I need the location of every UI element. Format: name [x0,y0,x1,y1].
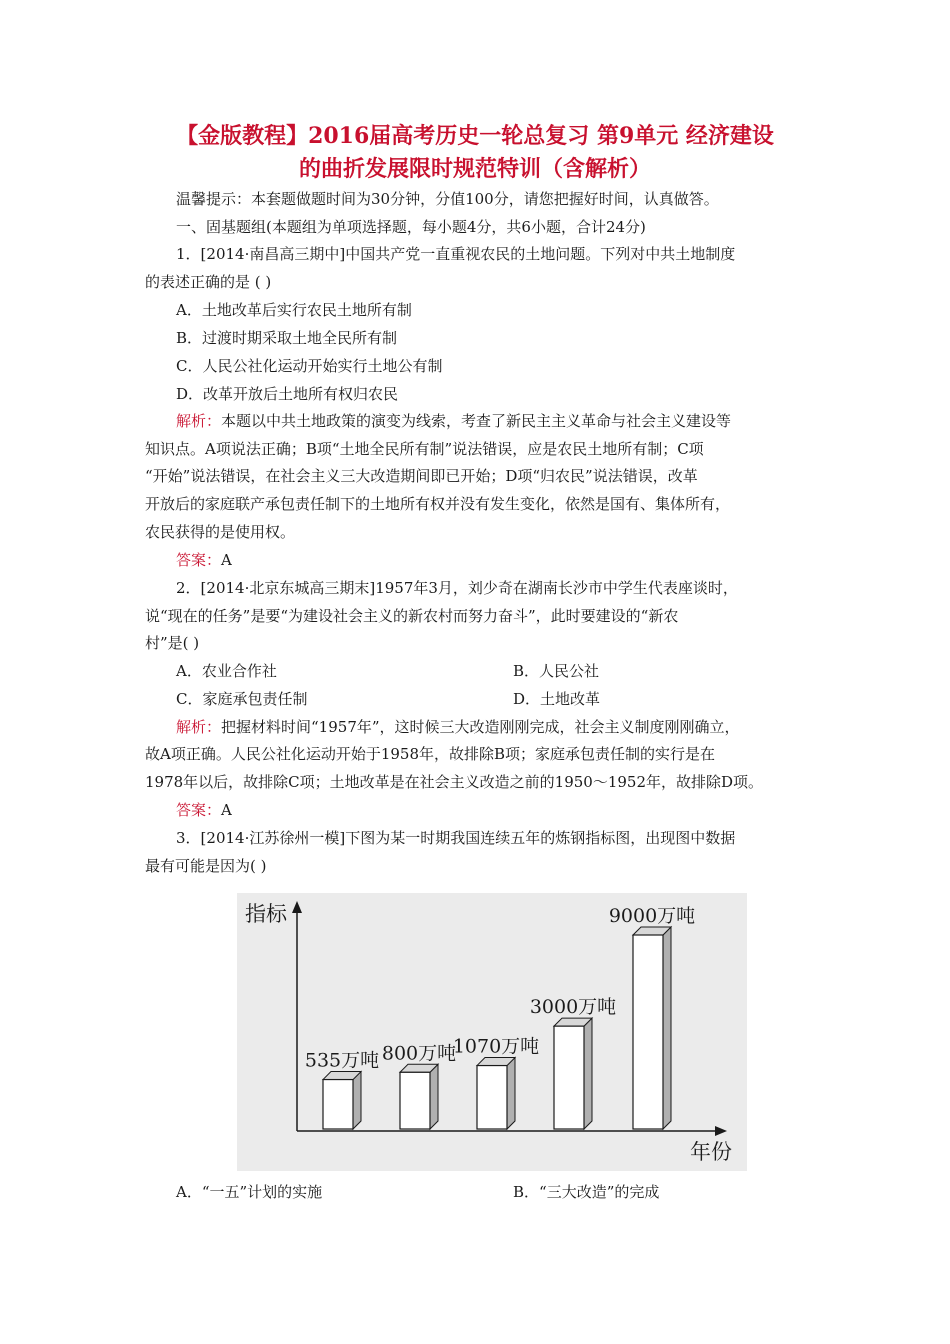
q2-stem-line-2: 说“现在的任务”是要“为建设社会主义的新农村而努力奋斗”，此时要建设的“新农 [145,607,679,625]
q2-stem-line-1: 2．[2014·北京东城高三期末]1957年3月，刘少奇在湖南长沙市中学生代表座谈时， [176,579,738,597]
q2-option-a: A．农业合作社 [176,662,277,680]
y-axis-label: 指标 [245,902,287,926]
q1-analysis-line-5: 农民获得的是使用权。 [145,523,296,541]
q2-answer [176,799,846,821]
q2-answer-label: 答案： [176,801,222,819]
section-heading: 一、固基题组(本题组为单项选择题，每小题4分，共6小题，合计24分) [176,218,646,236]
bar-side-5 [663,927,671,1129]
bar-label-5: 9000万吨 [608,905,696,927]
q1-option-c: C．人民公社化运动开始实行土地公有制 [176,357,443,375]
q3-stem-line-2: 最有可能是因为( ) [145,857,267,875]
q3-option-b: B．“三大改造”的完成 [513,1183,660,1201]
q1-option-a: A．土地改革后实行农民土地所有制 [176,301,412,319]
bar-5 [633,935,663,1129]
bar-1 [323,1080,353,1129]
q1-analysis-line-4: 开放后的家庭联产承包责任制下的土地所有权并没有发生变化，依然是国有、集体所有， [145,495,731,513]
q2-option-d: D．土地改革 [513,690,601,708]
document-title-line-2: 的曲折发展限时规范特训（含解析） [298,156,651,182]
bar-label-1: 535万吨 [304,1049,380,1072]
tip-text: 温馨提示：本套题做题时间为30分钟，分值100分，请您把握好时间，认真做答。 [176,190,719,208]
bar-side-3 [507,1058,515,1129]
bar-side-1 [353,1072,361,1129]
q2-stem-line-3: 村”是( ) [145,634,200,652]
q2-option-b: B．人民公社 [513,662,600,680]
q2-answer-value: A [221,801,232,819]
q3-stem-line-1: 3．[2014·江苏徐州一模]下图为某一时期我国连续五年的炼钢指标图，出现图中数据 [176,829,736,847]
q1-analysis-label: 解析： [176,412,222,430]
bar-series [305,905,695,1129]
q1-stem-line-1: 1．[2014·南昌高三期中]中国共产党一直重视农民的土地问题。下列对中共土地制度 [176,245,736,263]
chart-canvas [237,893,747,1171]
q3-option-a: A．“一五”计划的实施 [176,1183,323,1201]
x-axis-label: 年份 [690,1140,732,1164]
x-axis-arrow [715,1126,727,1136]
y-axis-arrow [292,901,302,913]
bar-4 [554,1026,584,1129]
q1-answer-label: 答案： [176,551,222,569]
q2-option-c: C．家庭承包责任制 [176,690,308,708]
q1-stem-line-2: 的表述正确的是 ( ) [145,273,272,291]
q2-analysis-label: 解析： [176,718,222,736]
document-title-line-1: 【金版教程】2016届高考历史一轮总复习 第9单元 经济建设 [176,123,774,149]
q1-option-b: B．过渡时期采取土地全民所有制 [176,329,398,347]
q1-analysis-line-1 [176,410,846,432]
q1-answer-value: A [221,551,232,569]
bar-side-4 [584,1018,592,1129]
q2-analysis-line-1 [176,716,846,738]
bar-side-2 [430,1064,438,1129]
bar-2 [400,1072,430,1129]
bar-label-3: 1070万吨 [452,1035,540,1058]
q2-analysis-text: 把握材料时间“1957年”，这时候三大改造刚刚完成，社会主义制度刚刚确立， [221,718,740,736]
q1-option-d: D．改革开放后土地所有权归农民 [176,385,399,403]
q1-analysis-line-3: “开始”说法错误，在社会主义三大改造期间即已开始；D项“归农民”说法错误，改革 [145,467,698,485]
bar-3 [477,1066,507,1129]
q2-analysis-line-3: 1978年以后，故排除C项；土地改革是在社会主义改造之前的1950～1952年，故排除D项。 [145,773,764,791]
steel-target-chart [237,893,747,1171]
q1-analysis-line-2: 知识点。A项说法正确；B项“土地全民所有制”说法错误，应是农民土地所有制；C项 [145,440,704,458]
bar-label-4: 3000万吨 [529,996,617,1019]
q1-analysis-text: 本题以中共土地政策的演变为线索，考查了新民主主义革命与社会主义建设等 [221,412,732,430]
q1-answer [176,549,846,571]
bar-label-2: 800万吨 [381,1042,457,1065]
q2-analysis-line-2: 故A项正确。人民公社化运动开始于1958年，故排除B项；家庭承包责任制的实行是在 [145,745,716,763]
